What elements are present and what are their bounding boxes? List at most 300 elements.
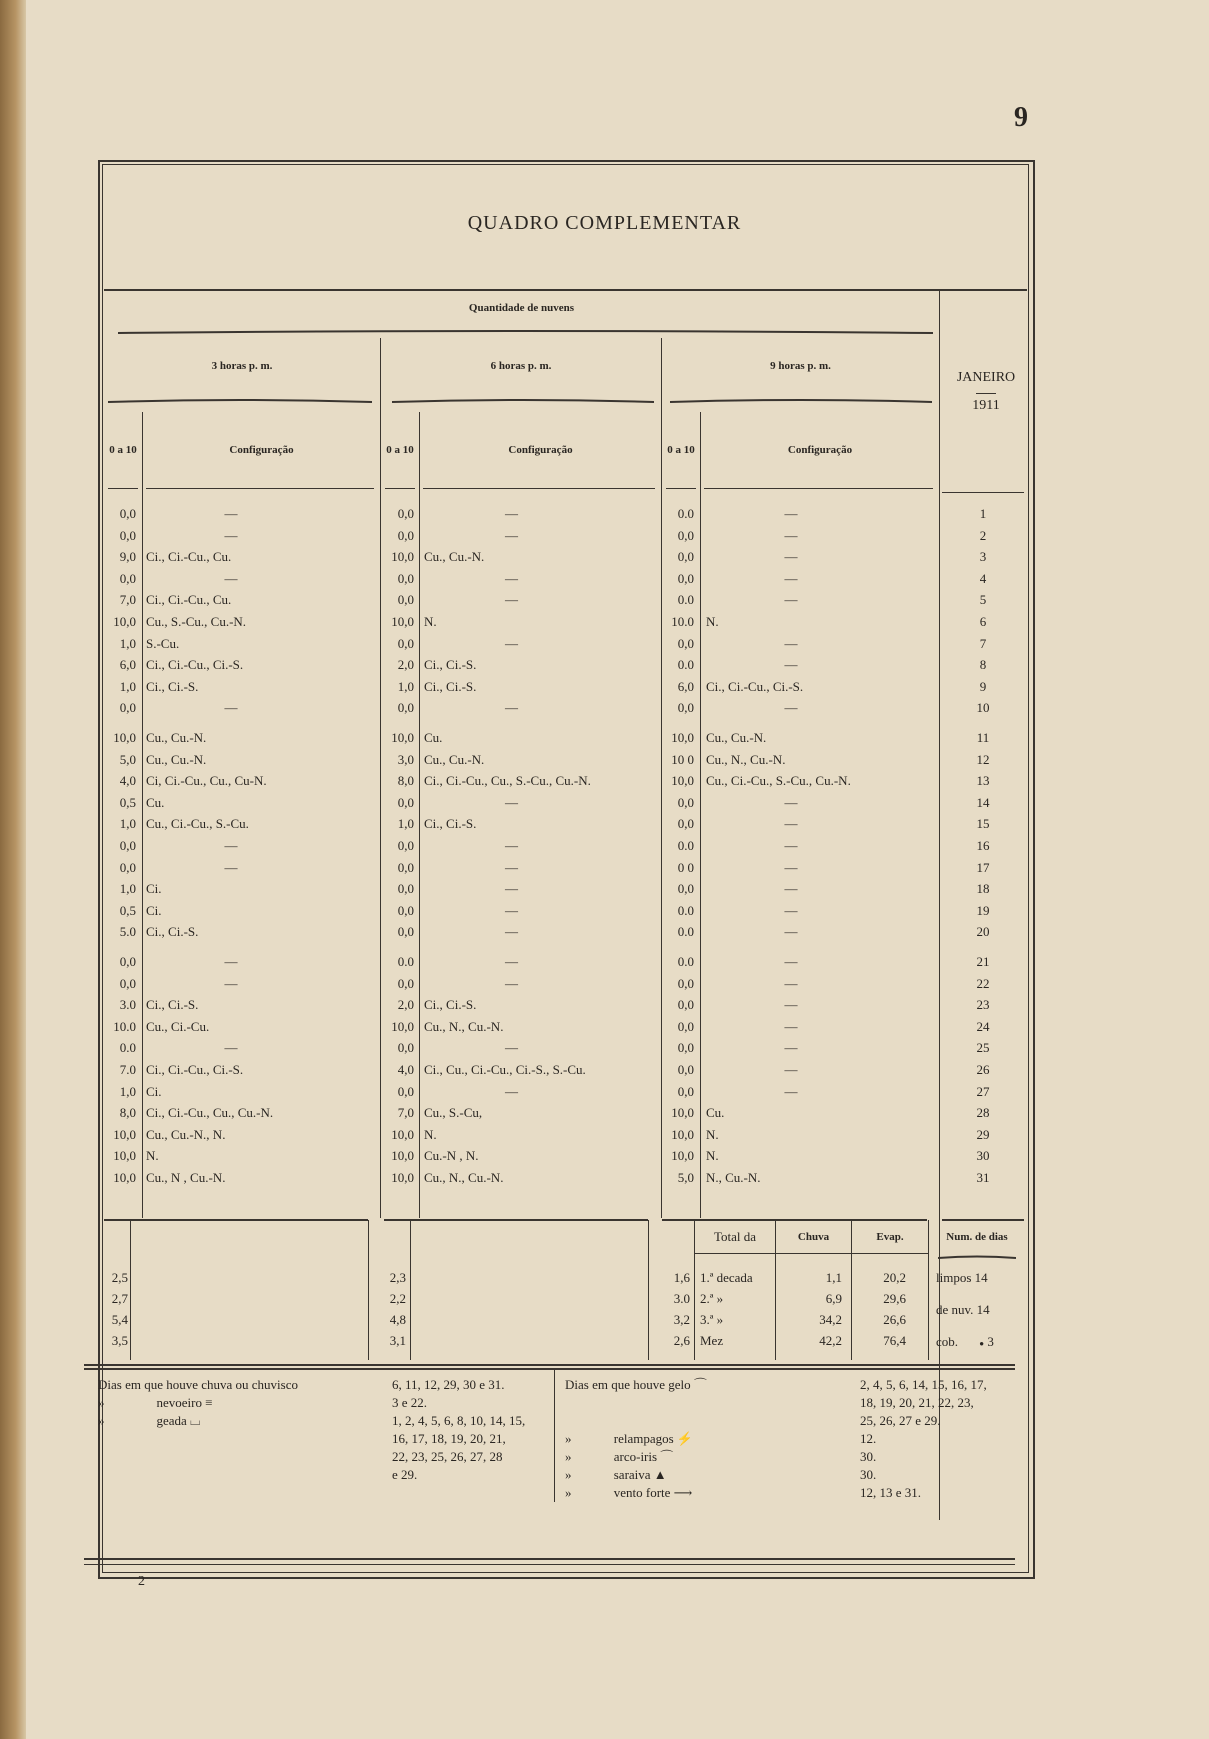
cloud-configuration: Ci., Ci.-Cu., Ci.-S. [146,657,244,673]
cloud-configuration: Ci., Ci.-Cu., Ci.-S. [706,678,804,694]
header-rule-a3 [666,488,696,489]
cloud-amount: 10,0 [391,730,414,745]
cloud-configuration: — [784,527,798,543]
day-number: 17 [976,859,990,875]
subcol-divider-3 [700,412,701,1218]
cloud-amount: 10.0 [113,1018,136,1034]
cloud-amount: 8,0 [119,1105,136,1121]
cloud-amount: 10,0 [391,1148,414,1164]
book-spine [0,0,26,1739]
config-header-3: Configuração [787,444,853,456]
footnote-label: » saraiva ▲ [565,1467,667,1482]
summary-rule-4 [942,1219,1024,1221]
average-amount: 3,5 [111,1333,128,1348]
cloud-configuration: Ci., Ci.-S. [424,678,477,694]
cloud-amount: 0,5 [119,902,136,918]
cloud-amount: 2,0 [397,997,414,1013]
year-label: 1911 [972,398,1000,413]
day-number: 3 [979,549,987,565]
cloud-amount: 10,0 [671,730,694,745]
summary-divider-a2 [410,1220,411,1360]
cloud-configuration: — [784,549,798,565]
page-title: QUADRO COMPLEMENTAR [467,212,742,234]
cloud-amount: 0.0 [677,954,694,969]
cloud-amount: 0,0 [677,816,694,832]
day-number: 10 [976,700,990,716]
day-number: 21 [976,954,990,969]
day-number: 23 [976,997,990,1013]
cloud-configuration: — [505,527,518,543]
day-number: 22 [976,975,990,991]
group-title: Quantidade de nuvens [468,302,575,314]
cloud-configuration: — [505,506,518,521]
cloud-amount: 0,0 [397,838,414,853]
average-amount: 3.0 [673,1291,690,1306]
cloud-amount: 0.0 [677,838,694,853]
header-rule-c2 [423,488,655,489]
chuva-header: Chuva [797,1231,830,1243]
cloud-amount: 0.0 [397,954,414,969]
cloud-amount: 0.0 [677,592,694,608]
cloud-amount: 0,0 [397,1040,414,1056]
month-underline [976,393,996,394]
footnote-values: 16, 17, 18, 19, 20, 21, [392,1431,506,1446]
day-number: 4 [979,570,987,586]
total-chuva: 1,1 [825,1270,842,1285]
cloud-amount: 5.0 [119,924,136,940]
num-dias-header: Num. de dias [946,1231,1008,1243]
summary-divider-a1 [130,1220,131,1360]
cloud-configuration: — [505,881,518,897]
header-rule-a2 [385,488,415,489]
day-number: 1 [979,506,987,521]
average-amount: 2,7 [111,1291,128,1306]
cloud-configuration: N. [424,1126,437,1142]
cloud-amount: 0,0 [677,1062,694,1077]
cloud-configuration: N., Cu.-N. [706,1170,761,1185]
cloud-configuration: Cu., Cu.-N. [146,730,207,745]
cloud-configuration: Cu., N., Cu.-N. [424,1170,504,1185]
cloud-amount: 1,0 [119,1083,136,1099]
cloud-amount: 0.0 [677,657,694,673]
footnote-rule-top-2 [84,1368,1015,1370]
cloud-amount: 10,0 [113,1126,136,1142]
cloud-amount: 0.0 [119,1040,136,1056]
cloud-configuration: — [784,1062,798,1077]
cloud-configuration: Ci., Ci.-Cu., Cu., Cu.-N. [146,1105,274,1121]
cloud-amount: 1,0 [119,881,136,897]
cloud-amount: 3,0 [397,751,414,767]
cloud-configuration: — [505,794,518,810]
total-period: 1.ª decada [700,1270,753,1285]
cloud-amount: 0.0 [677,902,694,918]
cloud-amount: 0,0 [397,570,414,586]
summary-rule-3 [662,1219,927,1221]
cloud-amount: 10,0 [671,1105,694,1121]
cloud-amount: 1,0 [119,678,136,694]
average-amount: 2,6 [673,1333,690,1348]
cloud-configuration: — [784,954,798,969]
cloud-configuration: Ci., Ci.-S. [424,816,477,832]
cloud-configuration: Cu., Cu.-N. [424,751,485,767]
cloud-amount: 0,5 [119,794,136,810]
cloud-amount: 0,0 [119,838,136,853]
day-number: 19 [976,902,990,918]
cloud-amount: 0,0 [119,506,136,521]
average-amount: 3,2 [673,1312,690,1327]
average-amount: 2,2 [389,1291,406,1306]
cloud-amount: 6,0 [119,657,136,673]
cloud-configuration: N. [706,614,719,629]
cloud-amount: 0,0 [397,975,414,991]
day-number: 9 [979,678,987,694]
total-chuva: 42,2 [819,1333,842,1348]
footnote-values: e 29. [392,1467,418,1482]
day-number: 30 [976,1148,990,1164]
cloud-amount: 3.0 [119,997,136,1013]
cloud-amount: 10,0 [391,549,414,565]
footnote-label: » vento forte ⟶ [565,1485,693,1500]
cloud-configuration: Ci., Ci.-Cu., Ci.-S. [146,1062,244,1077]
cloud-amount: 0,0 [397,881,414,897]
cloud-configuration: — [224,859,238,875]
cloud-configuration: — [224,975,238,991]
cloud-configuration: — [784,902,798,918]
cloud-configuration: Cu. [706,1105,725,1121]
summary-divider-b2 [648,1220,649,1360]
cloud-amount: 0,0 [119,954,136,969]
cloud-configuration: Cu., S.-Cu., Cu.-N. [146,614,247,629]
dias-nublados: de nuv. 14 [936,1302,990,1317]
cloud-amount: 10,0 [391,1126,414,1142]
footnote-label: Dias em que houve gelo ⌒ [565,1377,707,1392]
cloud-amount: 10 0 [671,751,694,767]
cloud-amount: 0 0 [677,859,694,875]
cloud-amount: 0,0 [677,975,694,991]
cloud-configuration: Ci., Ci.-Cu., Cu. [146,592,232,608]
period-swash-1 [108,398,372,406]
amount-header-1: 0 a 10 [109,444,137,456]
footnote-label: » geada ⌴ [98,1413,201,1428]
cloud-configuration: — [784,635,798,651]
group-swash [118,328,933,338]
cloud-configuration: — [784,657,798,673]
month-label: JANEIRO [956,370,1016,385]
day-number: 31 [976,1170,990,1185]
total-period: 3.ª » [700,1312,724,1327]
config-header-2: Configuração [508,444,573,456]
total-evap: 76,4 [883,1333,906,1348]
day-number: 2 [979,527,987,543]
cloud-configuration: — [224,954,238,969]
cloud-amount: 10,0 [391,1018,414,1034]
footnote-values: 3 e 22. [392,1395,428,1410]
cloud-configuration: — [784,816,798,832]
cloud-amount: 10.0 [671,614,694,629]
cloud-configuration: Cu., S.-Cu, [424,1105,483,1121]
cloud-configuration: Cu., Ci.-Cu. [146,1018,210,1034]
cloud-amount: 10,0 [391,1170,414,1185]
cloud-configuration: Ci. [146,1083,162,1099]
summary-divider-b1 [368,1220,369,1360]
cloud-configuration: Ci., Ci.-S. [424,657,477,673]
cloud-configuration: Cu., N., Cu.-N. [706,751,786,767]
cloud-amount: 0,0 [677,527,694,543]
cloud-configuration: — [784,997,798,1013]
cloud-amount: 0,0 [397,700,414,716]
cloud-amount: 0,0 [397,924,414,940]
config-header-1: Configuração [229,444,294,456]
cloud-amount: 0,0 [677,570,694,586]
cloud-amount: 10,0 [391,614,414,629]
footnote-values: 25, 26, 27 e 29. [860,1413,941,1428]
cloud-configuration: — [505,1040,518,1056]
average-amount: 5,4 [111,1312,128,1327]
average-amount: 3,1 [389,1333,406,1348]
cloud-amount: 0,0 [119,527,136,543]
cloud-configuration: N. [146,1148,159,1164]
cloud-configuration: — [784,1083,798,1099]
total-period: Mez [700,1333,724,1348]
cloud-amount: 10,0 [113,730,136,745]
cloud-configuration: — [505,859,518,875]
footnote-rule-bottom [84,1558,1015,1560]
cloud-configuration: — [224,700,238,716]
cloud-configuration: — [505,700,518,716]
evap-header: Evap. [876,1231,904,1243]
cloud-amount: 0,0 [677,1018,694,1034]
footnote-label: » relampagos ⚡ [565,1431,694,1446]
average-amount: 2,3 [389,1270,406,1285]
cloud-amount: 0,0 [119,570,136,586]
footnote-values: 6, 11, 12, 29, 30 e 31. [392,1377,505,1392]
cloud-configuration: — [784,838,798,853]
footnote-values: 22, 23, 25, 26, 27, 28 [392,1449,503,1464]
cloud-amount: 4,0 [119,773,136,789]
cloud-amount: 1,0 [119,635,136,651]
cloud-amount: 2,0 [397,657,414,673]
cloud-configuration: — [784,700,798,716]
cloud-configuration: Ci., Ci.-S. [146,678,199,694]
footnote-values: 18, 19, 20, 21, 22, 23, [860,1395,974,1410]
footnote-values: 12, 13 e 31. [860,1485,922,1500]
header-rule-c1 [146,488,374,489]
cloud-configuration: Cu., Cu.-N. [146,751,207,767]
cloud-amount: 0,0 [677,794,694,810]
cloud-amount: 0,0 [397,635,414,651]
footnote-rule-bottom-2 [84,1564,1015,1565]
total-evap: 20,2 [883,1270,906,1285]
day-number: 24 [976,1018,990,1034]
cloud-amount: 0,0 [397,592,414,608]
cloud-configuration: — [784,924,798,940]
cloud-amount: 7,0 [119,592,136,608]
cloud-configuration: — [784,881,798,897]
day-number: 29 [976,1126,990,1142]
cloud-configuration: — [505,838,518,853]
cloud-configuration: Cu., N., Cu.-N. [424,1018,504,1034]
footnote-label: » arco-iris ⌒ [565,1449,674,1464]
cob-value: 3 [987,1334,994,1349]
cloud-configuration: Cu., N , Cu.-N. [146,1170,226,1185]
total-period: 2.ª » [700,1291,724,1306]
amount-header-2: 0 a 10 [386,444,414,456]
footnote-label: Dias em que houve chuva ou chuvisco [98,1377,299,1392]
cloud-amount: 1,0 [397,678,414,694]
cloud-amount: 0,0 [397,902,414,918]
footnote-values: 30. [860,1449,877,1464]
cloud-configuration: Ci., Cu., Ci.-Cu., Ci.-S., S.-Cu. [424,1062,586,1077]
day-number: 15 [976,816,990,832]
total-evap: 29,6 [883,1291,906,1306]
cloud-configuration: Cu. [424,730,443,745]
day-number: 26 [976,1062,990,1077]
cloud-amount: 0,0 [677,881,694,897]
cloud-amount: 10,0 [671,1148,694,1164]
average-amount: 2,5 [111,1270,128,1285]
cloud-configuration: Cu., Cu.-N., N. [146,1126,226,1142]
cloud-amount: 0,0 [677,635,694,651]
cloud-amount: 7,0 [397,1105,414,1121]
day-number: 6 [979,614,987,629]
cloud-configuration: — [505,570,518,586]
cloud-configuration: Cu.-N , N. [424,1148,479,1164]
cloud-configuration: — [224,527,238,543]
average-amount: 1,6 [673,1270,690,1285]
cloud-amount: 10,0 [113,1148,136,1164]
cloud-amount: 0.0 [677,506,694,521]
page-number: 9 [1014,102,1028,133]
cloud-configuration: Ci., Ci.-S. [146,924,199,940]
period-swash-3 [670,398,932,406]
cloud-amount: 0,0 [119,700,136,716]
dias-cobertos: cob. ● 3 [936,1334,994,1349]
period-header-1: 3 horas p. m. [211,360,273,372]
cloud-amount: 0,0 [677,549,694,565]
cloud-configuration: Cu. [146,794,165,810]
day-number: 12 [976,751,990,767]
cloud-amount: 1,0 [119,816,136,832]
day-number: 28 [976,1105,990,1121]
period-header-3: 9 horas p. m. [770,360,831,372]
cloud-configuration: — [505,924,518,940]
day-number: 13 [976,773,990,789]
cloud-amount: 10,0 [671,1126,694,1142]
cloud-configuration: — [784,570,798,586]
cloud-amount: 10,0 [113,1170,136,1185]
cloud-amount: 1,0 [397,816,414,832]
cloud-amount: 10,0 [113,614,136,629]
header-rule-day [942,492,1024,493]
cloud-amount: 0,0 [119,859,136,875]
footnote-divider [554,1370,555,1502]
cloud-configuration: N. [706,1148,719,1164]
day-number: 25 [976,1040,990,1056]
cloud-configuration: Cu., Cu.-N. [706,730,767,745]
summary-rule-2 [384,1219,648,1221]
cloud-configuration: — [784,506,798,521]
cloud-configuration: Ci., Ci.-S. [424,997,477,1013]
day-number: 14 [976,794,990,810]
cloud-configuration: N. [424,614,437,629]
cloud-configuration: Cu., Ci.-Cu., S.-Cu. [146,816,249,832]
header-rule-a1 [108,488,138,489]
day-number: 11 [976,730,990,745]
cloud-amount: 6,0 [677,678,694,694]
cloud-amount: 0,0 [119,975,136,991]
dias-swash [938,1255,1016,1261]
day-number: 16 [976,838,990,853]
day-number: 7 [979,635,987,651]
cloud-amount: 7.0 [119,1062,136,1077]
day-number: 8 [979,657,987,673]
footnote-rule-top [84,1364,1015,1366]
footnote-values: 2, 4, 5, 6, 14, 15, 16, 17, [860,1377,987,1392]
cloud-configuration: Ci., Ci.-S. [146,997,199,1013]
day-number: 18 [976,881,990,897]
cloud-amount: 0,0 [397,506,414,521]
cloud-configuration: — [784,1040,798,1056]
dias-limpos: limpos 14 [936,1270,988,1285]
total-header: Total da [713,1229,757,1244]
cloud-configuration: N. [706,1126,719,1142]
cloud-configuration: — [784,794,798,810]
cloud-amount: 0,0 [397,527,414,543]
cloud-amount: 0,0 [677,1083,694,1099]
cloud-amount: 0,0 [397,859,414,875]
average-amount: 4,8 [389,1312,406,1327]
cloud-amount: 0,0 [397,1083,414,1099]
cloud-configuration: S.-Cu. [146,635,180,651]
cloud-configuration: Cu., Ci.-Cu., S.-Cu., Cu.-N. [706,773,851,789]
cloud-configuration: Ci, Ci.-Cu., Cu., Cu-N. [146,773,267,789]
footnote-label: » nevoeiro ≡ [98,1395,213,1410]
subcol-divider-1 [142,412,143,1218]
cloud-configuration: — [505,1083,518,1099]
footnote-values: 12. [860,1431,877,1446]
cloud-amount: 0.0 [677,924,694,940]
cloud-configuration: — [505,975,518,991]
cloud-configuration: Ci., Ci.-Cu., Cu. [146,549,232,565]
summary-rule-1 [104,1219,368,1221]
summary-header-rule [695,1253,928,1254]
cloud-configuration: — [224,1040,238,1056]
amount-header-3: 0 a 10 [667,444,695,456]
cloud-amount: 0,0 [397,794,414,810]
cloud-amount: 0,0 [677,1040,694,1056]
cloud-configuration: — [224,506,238,521]
cloud-amount: 0,0 [677,997,694,1013]
day-number: 5 [979,592,987,608]
cloud-amount: 9,0 [119,549,136,565]
cloud-configuration: Ci. [146,902,162,918]
cloud-amount: 0,0 [677,700,694,716]
cloud-configuration: — [505,592,518,608]
header-rule-c3 [704,488,933,489]
cloud-configuration: — [505,635,518,651]
period-header-2: 6 horas p. m. [490,360,552,372]
footnote-values: 30. [860,1467,877,1482]
cloud-amount: 8,0 [397,773,414,789]
cob-label: cob. [936,1334,959,1349]
total-chuva: 34,2 [819,1312,842,1327]
cloud-configuration: — [505,954,518,969]
total-evap: 26,6 [883,1312,906,1327]
title-divider [104,289,1027,291]
cloud-amount: 5,0 [119,751,136,767]
cloud-configuration: — [784,859,798,875]
total-chuva: 6,9 [825,1291,842,1306]
